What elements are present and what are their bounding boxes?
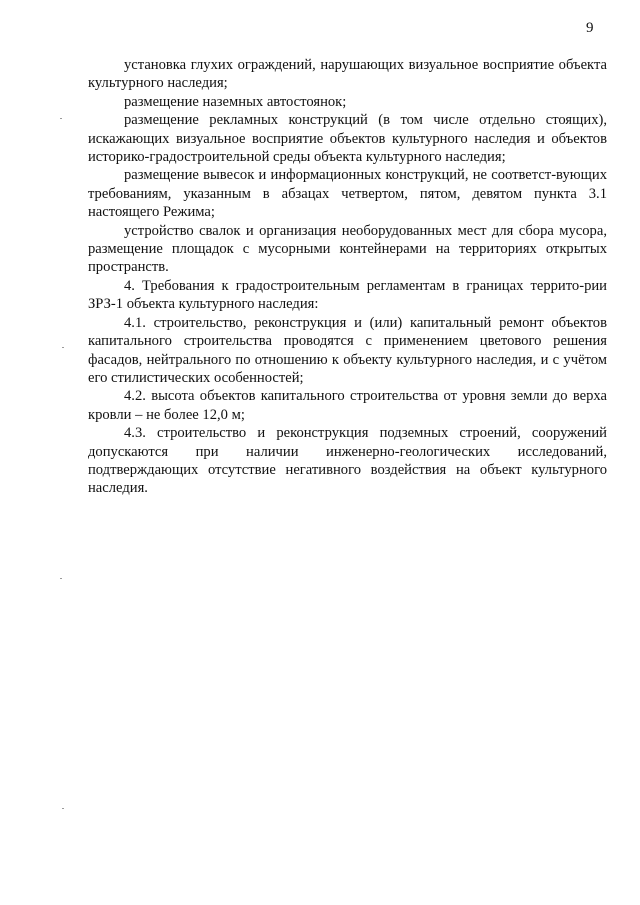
paragraph-waste: устройство свалок и организация необорудованных мест для сбора мусора, размещение площадок с мусорными контейнерами на территориях открытых пространств. [88,222,607,276]
scan-speck [60,578,62,579]
paragraph-4-3: 4.3. строительство и реконструкция подземных строений, сооружений допускаются при наличии инженерно-геологических исследований, подтверждающих отсутствие негативного воздействия на объект культурного наследия. [88,425,607,497]
paragraph-parking: размещение наземных автостоянок; [124,93,347,110]
page-number: 9 [586,20,594,36]
paragraph-4-2: 4.2. высота объектов капитального строительства от уровня земли до верха кровли – не более 12,0 м; [88,388,607,423]
paragraph-4-1: 4.1. строительство, реконструкция и (или) капитальный ремонт объектов капитального строительства проводятся с применением цветового решения фасадов, нейтрального по отношению к объекту культурного наследия, и с учётом его стилистических особенностей; [88,314,607,386]
scan-speck [62,347,64,348]
document-body [88,56,607,498]
scan-speck [62,808,64,809]
paragraph-fences: установка глухих ограждений, нарушающих визуальное восприятие объекта культурного наследия; [88,57,607,92]
paragraph-section-4: 4. Требования к градостроительным регламентам в границах террито-рии ЗРЗ-1 объекта культурного наследия: [88,277,607,313]
paragraph-signage: размещение вывесок и информационных конструкций, не соответст-вующих требованиям, указанным в абзацах четвертом, пятом, девятом пункта 3.1 настоящего Режима; [88,167,607,221]
scan-speck [60,118,62,119]
paragraph-advertising: размещение рекламных конструкций (в том числе отдельно стоящих), искажающих визуальное восприятие объектов культурного наследия и объектов историко-градостроительной среды объекта культурного наследия; [88,112,607,166]
